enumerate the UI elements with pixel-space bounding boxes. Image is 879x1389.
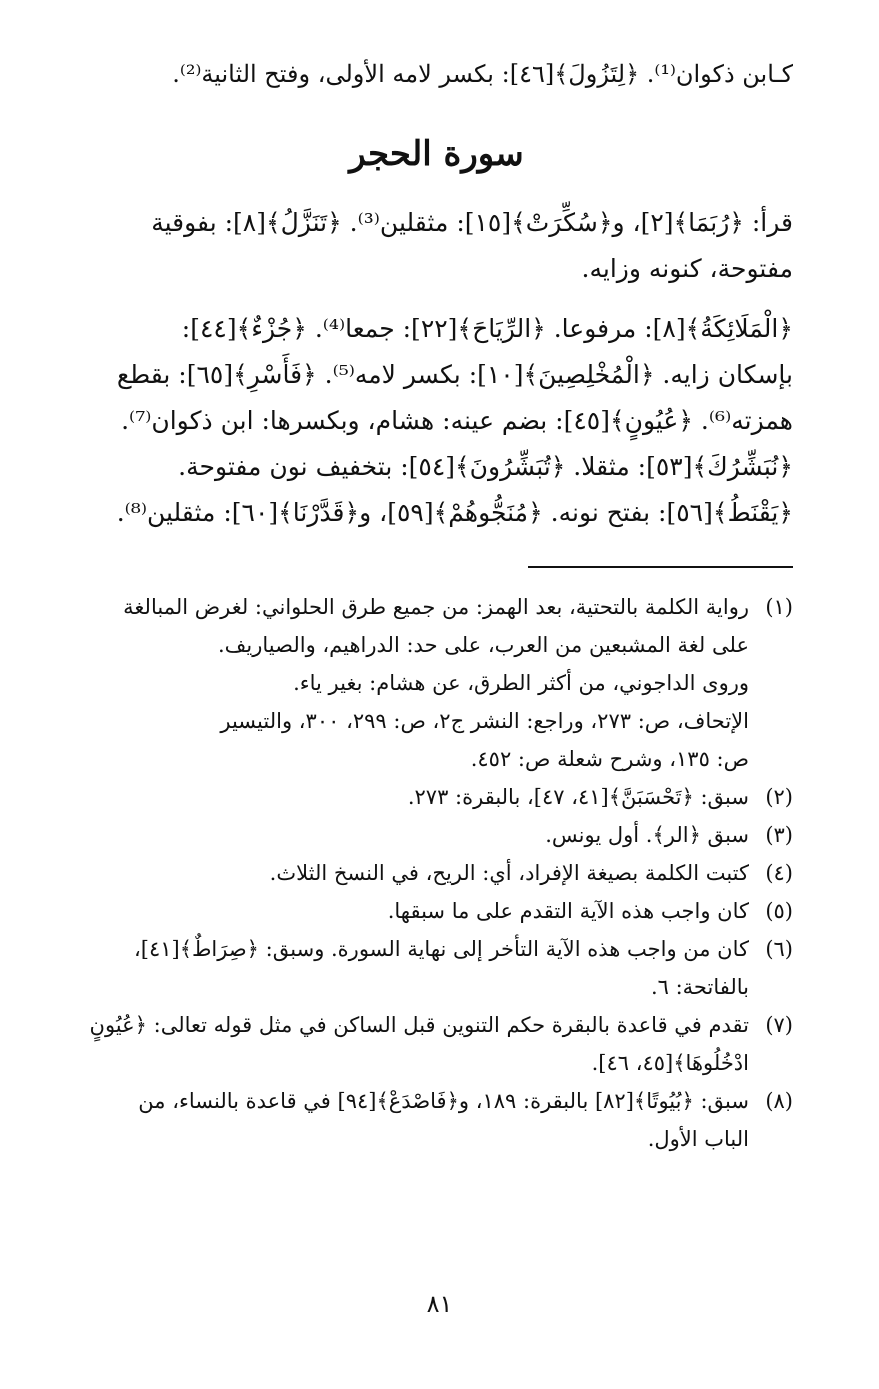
- footnotes: [80, 588, 793, 1158]
- page-number: ٨١: [426, 1290, 453, 1318]
- footnote-separator: [528, 566, 793, 568]
- footnote-7: [80, 1006, 793, 1082]
- footnote-number: (١): [765, 595, 793, 619]
- footnote-line: وروى الداجوني، من أكثر الطرق، عن هشام: بغير ياء.: [293, 671, 749, 695]
- footnote-3: [80, 816, 793, 854]
- footnote-line: كتبت الكلمة بصيغة الإفراد، أي: الريح، في النسخ الثلاث.: [269, 861, 749, 885]
- footnote-line: رواية الكلمة بالتحتية، بعد الهمز: من جميع طرق الحلواني: لغرض المبالغة: [123, 595, 749, 619]
- footnote-number: (٨): [765, 1089, 793, 1113]
- footnote-5: [80, 892, 793, 930]
- footnote-4: [80, 854, 793, 892]
- footnote-number: (٣): [765, 823, 793, 847]
- footnote-number: (٢): [765, 785, 793, 809]
- paragraph-line: همزته⁽⁶⁾. ﴿عُيُونٍ﴾[٤٥]: بضم عينه: هشام، وبكسرها: ابن ذكوان⁽⁷⁾.: [121, 406, 793, 435]
- footnote-line: الباب الأول.: [647, 1127, 749, 1151]
- paragraph-line: ﴿يَقْنَطُ﴾[٥٦]: بفتح نونه. ﴿مُنَجُّوهُمْ﴾[٥٩]، و﴿قَدَّرْنَا﴾[٦٠]: مثقلين⁽⁸⁾.: [116, 498, 793, 527]
- footnote-8: [80, 1082, 793, 1158]
- footnote-2: [80, 778, 793, 816]
- footnote-line: ادْخُلُوهَا﴾[٤٥، ٤٦].: [591, 1051, 749, 1075]
- paragraph-line: مفتوحة، كنونه وزايه.: [581, 254, 793, 283]
- footnote-number: (٤): [765, 861, 793, 885]
- paragraph-line: ﴿نُبَشِّرُكَ﴾[٥٣]: مثقلا. ﴿تُبَشِّرُونَ﴾[٥٤]: بتخفيف نون مفتوحة.: [178, 452, 793, 481]
- footnote-line: سبق: ﴿تَحْسَبَنَّ﴾[٤١، ٤٧]، بالبقرة: ٢٧٣.: [407, 785, 749, 809]
- footnote-line: سبق: ﴿بُيُوتًا﴾[٨٢] بالبقرة: ١٨٩، و﴿فَاصْدَعْ﴾[٩٤] في قاعدة بالنساء، من: [138, 1089, 749, 1113]
- footnote-number: (٥): [765, 899, 793, 923]
- footnote-line: بالفاتحة: ٦.: [650, 975, 749, 999]
- footnote-line: سبق ﴿الر﴾. أول يونس.: [545, 823, 749, 847]
- paragraph-line: ﴿الْمَلَائِكَةُ﴾[٨]: مرفوعا. ﴿الرِّيَاحَ﴾[٢٢]: جمعا⁽⁴⁾. ﴿جُزْءٌ﴾[٤٤]:: [181, 314, 793, 343]
- top-line: كـابن ذكوان⁽¹⁾. ﴿لِتَزُولَ﴾[٤٦]: بكسر لامه الأولى، وفتح الثانية⁽²⁾.: [172, 60, 793, 88]
- paragraph-1: [80, 200, 793, 292]
- footnote-line: ص: ١٣٥، وشرح شعلة ص: ٤٥٢.: [470, 747, 749, 771]
- surah-title: سورة الحجر: [349, 134, 524, 174]
- footnote-number: (٦): [765, 937, 793, 961]
- paragraph-line: قرأ: ﴿رُبَمَا﴾[٢]، و﴿سُكِّرَتْ﴾[١٥]: مثقلين⁽³⁾. ﴿تَنَزَّلُ﴾[٨]: بفوقية: [151, 208, 793, 237]
- footnote-6: [80, 930, 793, 1006]
- footnote-line: كان من واجب هذه الآية التأخر إلى نهاية السورة. وسبق: ﴿صِرَاطٌ﴾[٤١]،: [133, 937, 749, 961]
- paragraph-2: [80, 306, 793, 536]
- footnote-1: [80, 588, 793, 778]
- footnote-line: الإتحاف، ص: ٢٧٣، وراجع: النشر ج٢، ص: ٢٩٩، ٣٠٠، والتيسير: [220, 709, 749, 733]
- footnote-number: (٧): [765, 1013, 793, 1037]
- paragraph-line: بإسكان زايه. ﴿الْمُخْلِصِينَ﴾[١٠]: بكسر لامه⁽⁵⁾. ﴿فَأَسْرِ﴾[٦٥]: بقطع: [116, 360, 793, 389]
- footnote-line: كان واجب هذه الآية التقدم على ما سبقها.: [387, 899, 749, 923]
- footnote-line: تقدم في قاعدة بالبقرة حكم التنوين قبل الساكن في مثل قوله تعالى: ﴿عُيُونٍ: [89, 1013, 749, 1037]
- footnote-line: على لغة المشبعين من العرب، على حد: الدراهيم، والصياريف.: [218, 633, 749, 657]
